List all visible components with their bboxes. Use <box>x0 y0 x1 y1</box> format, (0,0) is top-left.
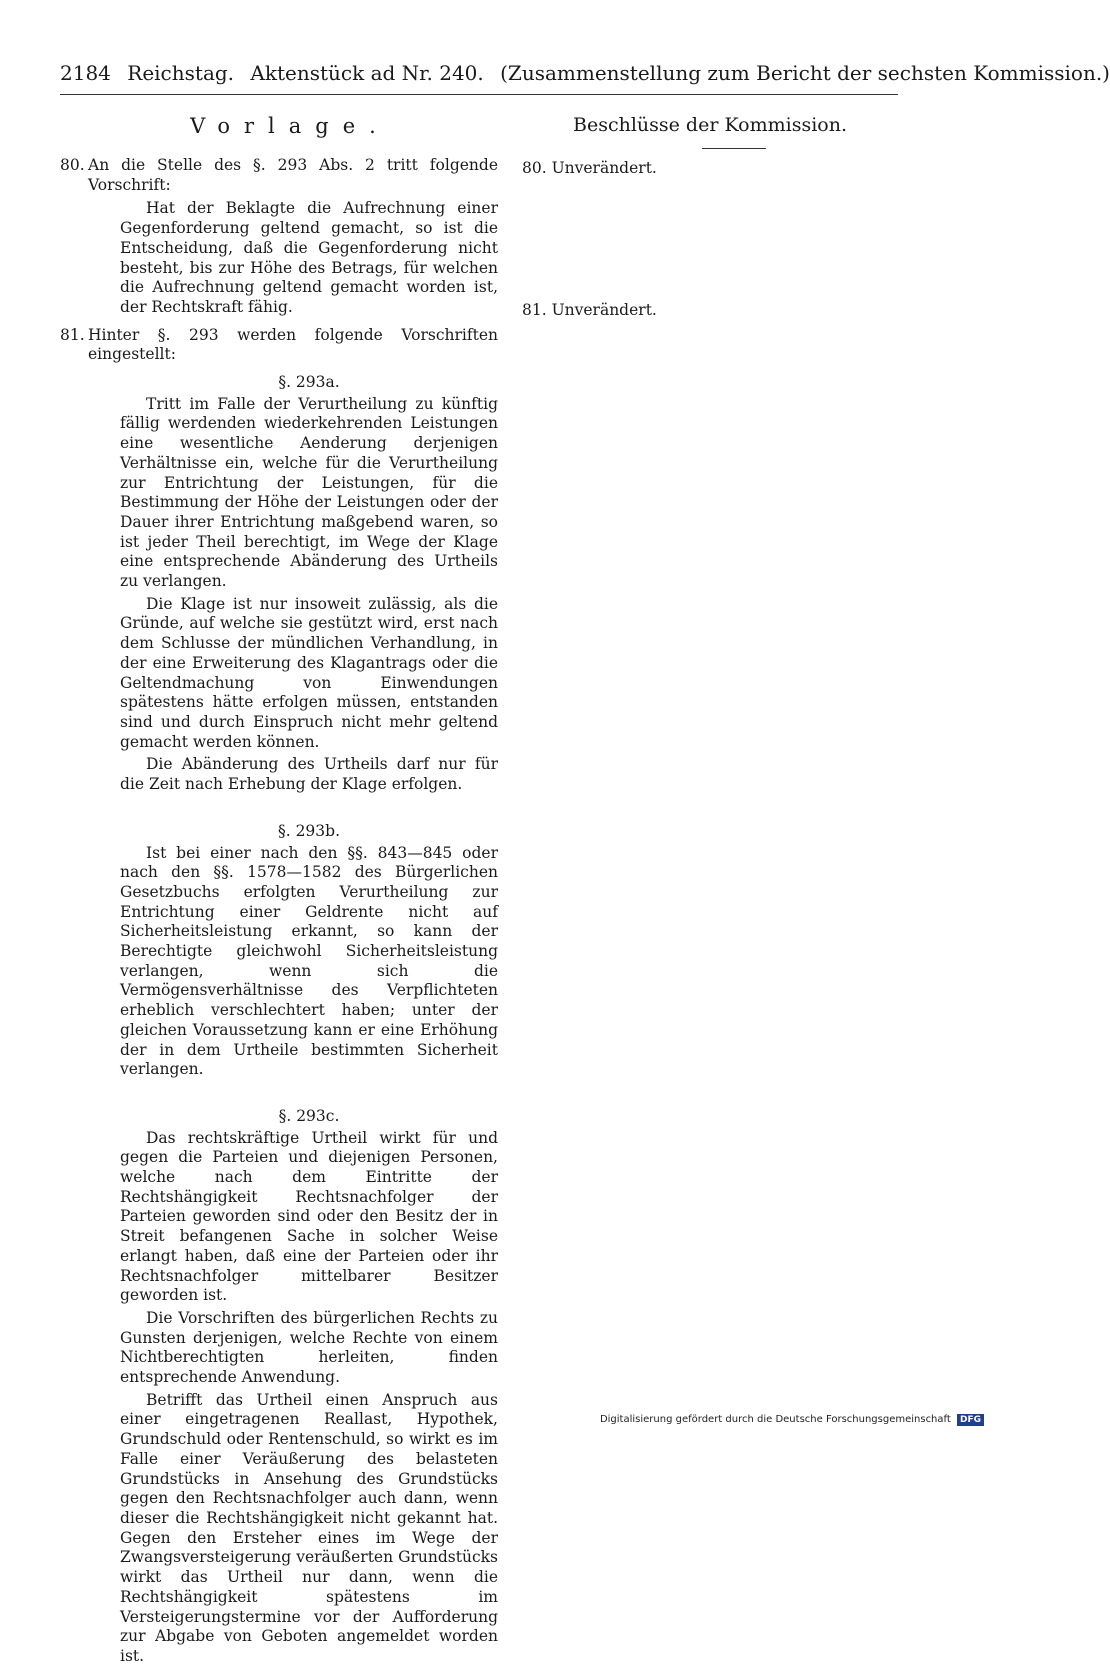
paragraph: Ist bei einer nach den §§. 843—845 oder nach den §§. 1578—1582 des Bürgerlichen Gesetzbuchs erfolgten Verurtheilung zur Entrichtung einer Geldrente nicht auf Sicherheitsleistung erkannt, so kann der Berechtigte gleichwohl Sicherheitsleistung verlangen, wenn sich die Vermögensverhältnisse des Verpflichteten erheblich verschlechtert haben; unter der gleichen Voraussetzung kann er eine Erhöhung der in dem Urtheile bestimmten Sicherheit verlangen. <box>120 843 498 1079</box>
credit-text: Digitalisierung gefördert durch die Deutsche Forschungsgemeinschaft <box>599 1414 951 1425</box>
page-header <box>60 60 1110 86</box>
quoted-provision: Hat der Beklagte die Aufrechnung einer Gegenforderung geltend gemacht, so ist die Entscheidung, daß die Gegenforderung nicht besteht, bis zur Höhe des Betrags, für welchen die Aufrechnung geltend gemacht worden ist, der Rechtskraft fähig. <box>120 199 498 316</box>
section-heading-293c: §. 293c. <box>278 1106 340 1125</box>
paragraph: Die Abänderung des Urtheils darf nur für die Zeit nach Erhebung der Klage erfolgen. <box>120 755 498 794</box>
paragraph: Die Vorschriften des bürgerlichen Rechts zu Gunsten derjenigen, welche Rechte von einem Nichtberechtigten herleiten, finden entsprechende Anwendung. <box>120 1308 498 1387</box>
header-rule <box>60 94 898 95</box>
paragraph: Tritt im Falle der Verurtheilung zu künftig fällig werdenden wiederkehrenden Leistungen eine wesentliche Aenderung derjenigen Verhältnisse ein, welche für die Verurtheilung zur Entrichtung der Leistungen, für die Bestimmung der Höhe der Leistungen oder der Dauer ihrer Entrichtung maßgebend waren, so ist jeder Theil berechtigt, im Wege der Klage eine entsprechende Abänderung des Urtheils zu verlangen. <box>120 394 498 591</box>
paragraph: Das rechtskräftige Urtheil wirkt für und gegen die Parteien und diejenigen Personen, welche nach dem Eintritte der Rechtshängigkeit Rechtsnachfolger der Parteien geworden sind oder den Besitz der in Streit befangenen Sache in solcher Weise erlangt haben, daß eine der Parteien oder ihr Rechtsnachfolger mittelbarer Besitzer geworden ist. <box>120 1128 498 1305</box>
document-reference: Aktenstück ad Nr. 240. <box>250 61 484 85</box>
journal-name: Reichstag. <box>127 61 235 85</box>
digitization-credit <box>600 1414 984 1426</box>
page-number: 2184 <box>60 61 111 85</box>
left-column-title: Vorlage. <box>190 114 390 138</box>
decision-80: 80. Unverändert. <box>522 159 657 177</box>
item-intro: Hinter §. 293 werden folgende Vorschriften eingestellt: <box>88 325 498 364</box>
item-intro: An die Stelle des §. 293 Abs. 2 tritt folgende Vorschrift: <box>88 156 498 194</box>
paragraph: Die Klage ist nur insoweit zulässig, als die Gründe, auf welche sie gestützt wird, erst nach dem Schlusse der mündlichen Verhandlung, in der eine Erweiterung des Klagantrags oder die Geltendmachung von Einwendungen spätestens hätte erfolgen müssen, entstanden sind und durch Einspruch nicht mehr geltend gemacht werden können. <box>120 594 498 751</box>
paragraph: Betrifft das Urtheil einen Anspruch aus einer eingetragenen Reallast, Hypothek, Grundschuld oder Rentenschuld, so wirkt es im Falle einer Veräußerung des belasteten Grundstücks in Ansehung des Grundstücks gegen den Rechtsnachfolger auch dann, wenn dieser die Rechtshängigkeit nicht gekannt hat. Gegen den Ersteher eines im Wege der Zwangsversteigerung veräußerten Grundstücks wirkt das Urtheil nur dann, wenn die Rechtshängigkeit spätestens im Versteigerungstermine vor der Aufforderung zur Abgabe von Geboten angemeldet worden ist. <box>120 1390 498 1665</box>
proposal-column <box>60 156 498 1670</box>
title-underline <box>702 148 766 149</box>
item-number: 81. <box>60 325 85 344</box>
section-heading-293a: §. 293a. <box>278 373 340 392</box>
item-number: 80. <box>60 156 85 174</box>
header-subtitle: (Zusammenstellung zum Bericht der sechsten Kommission.) <box>500 61 1110 85</box>
right-column-title: Beschlüsse der Kommission. <box>573 114 847 136</box>
item-80 <box>60 156 498 195</box>
item-81 <box>60 326 498 365</box>
decision-81: 81. Unverändert. <box>522 301 657 319</box>
section-heading-293b: §. 293b. <box>277 821 341 840</box>
dfg-logo: DFG <box>957 1414 984 1426</box>
